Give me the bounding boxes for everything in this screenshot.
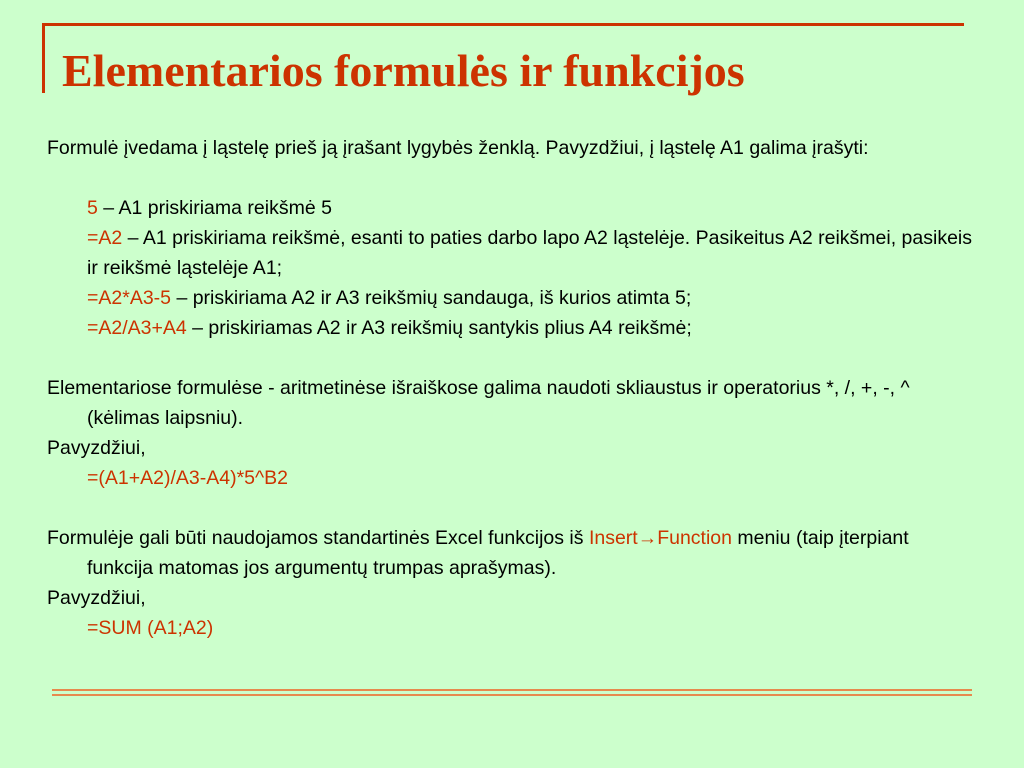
formula-description: – A1 priskiriama reikšmė, esanti to paties darbo lapo A2 ląstelėje. Pasikeitus A2 reikšmei, pasikeis ir reikšmė ląstelėje A1; (87, 227, 972, 279)
functions-text-after: meniu (taip įterpiant funkcija matomas jos argumentų trumpas aprašymas). (87, 527, 909, 579)
formula-code: =A2*A3-5 (87, 287, 172, 309)
formula-code: =A2 (87, 227, 123, 249)
example-label: Pavyzdžiui, (47, 587, 146, 609)
example-item (47, 223, 977, 283)
title-frame-left-line (42, 23, 45, 93)
bottom-rule (52, 689, 972, 691)
formula-description: – priskiriama A2 ir A3 reikšmių sandauga, iš kurios atimta 5; (171, 287, 692, 309)
formula-description: – A1 priskiriama reikšmė 5 (97, 197, 332, 219)
example-item (47, 463, 977, 493)
functions-text-before: Formulėje gali būti naudojamos standartinės Excel funkcijos iš (47, 527, 589, 549)
intro-paragraph: Formulė įvedama į ląstelę prieš ją įrašant lygybės ženklą. Pavyzdžiui, į ląstelę A1 galima įrašyti: (47, 137, 869, 159)
example-item (47, 313, 977, 343)
menu-path: Insert→Function (588, 527, 732, 549)
title-frame-top-line (42, 23, 964, 26)
spacer (47, 163, 977, 193)
formula-description: – priskiriamas A2 ir A3 reikšmių santykis plius A4 reikšmė; (186, 317, 692, 339)
example-item (47, 283, 977, 313)
example-item (47, 613, 977, 643)
spacer (47, 493, 977, 523)
example-label: Pavyzdžiui, (47, 437, 146, 459)
operators-paragraph: Elementariose formulėse - aritmetinėse išraiškose galima naudoti skliaustus ir operatorius *, /, +, -, ^ (kėlimas laipsniu). (47, 377, 910, 429)
slide-title: Elementarios formulės ir funkcijos (62, 45, 745, 96)
formula-code: 5 (87, 197, 98, 219)
example-item (47, 193, 977, 223)
functions-paragraph (47, 523, 977, 583)
formula-code: =(A1+A2)/A3-A4)*5^B2 (87, 467, 289, 489)
formula-code: =A2/A3+A4 (87, 317, 187, 339)
bottom-rule (52, 694, 972, 696)
spacer (47, 343, 977, 373)
slide-body (47, 133, 977, 643)
formula-code: =SUM (A1;A2) (87, 617, 214, 639)
